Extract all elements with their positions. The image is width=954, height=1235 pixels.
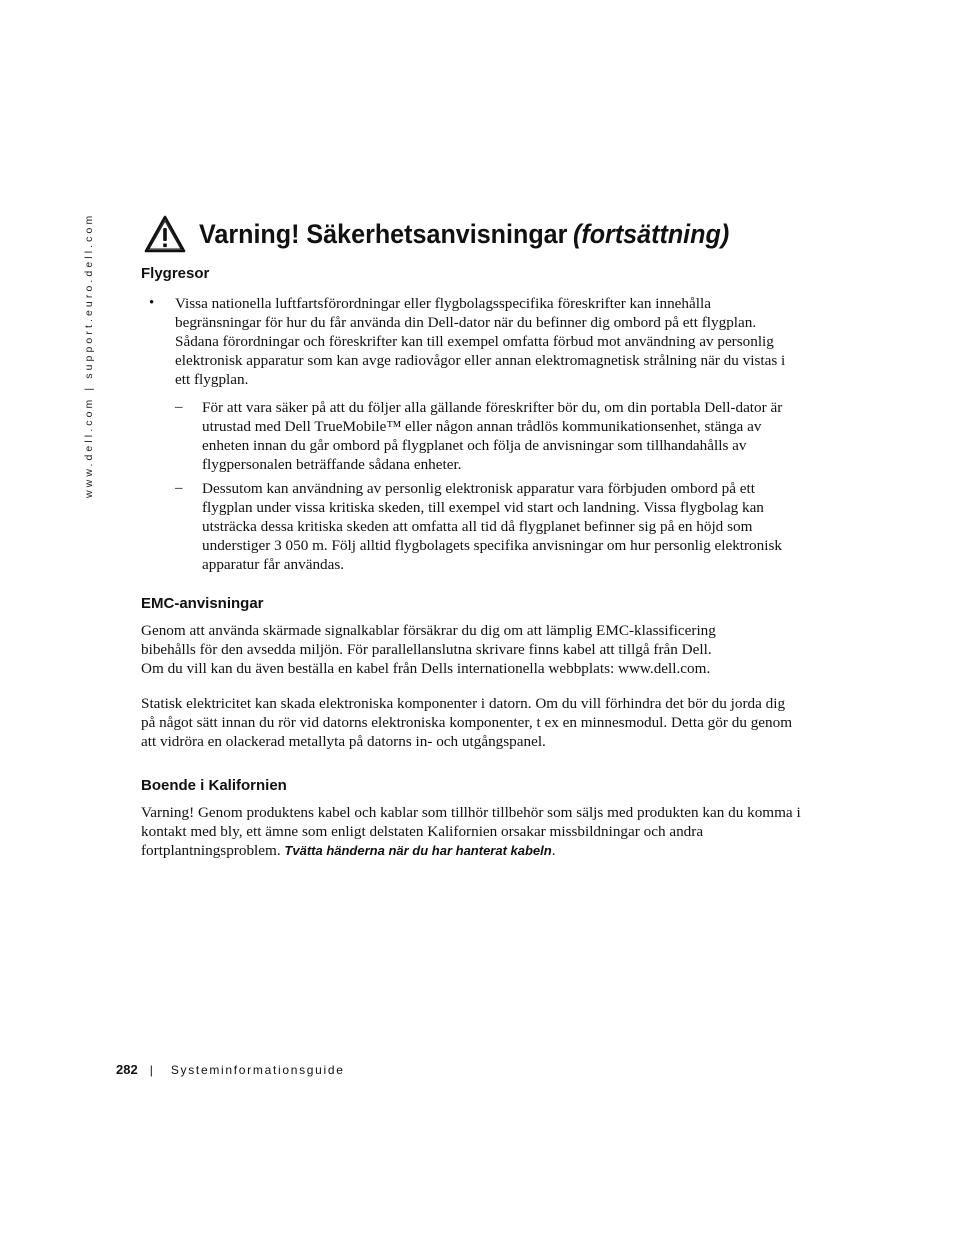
california-warning-label: Varning! bbox=[141, 804, 195, 821]
emc-paragraph-1-line2: Om du vill kan du även beställa en kabel från Dells internationella webbplats: bbox=[141, 660, 618, 677]
california-end: . bbox=[551, 842, 556, 859]
sub-item-1: För att vara säker på att du följer alla gällande föreskrifter bör du, om din portabla Dell-dator är utrustad med Dell TrueMobile™ eller någon annan trådlös kommunikationsenhet, stänga av enheten innan du går ombord på flygplanet och följa de anvisningar som tillhandahålls av flygpersonalen beträffande sådana enheter. bbox=[202, 399, 783, 473]
section-heading-california: Boende i Kalifornien bbox=[141, 777, 287, 794]
bullet-paragraph: Vissa nationella luftfartsförordningar eller flygbolagsspecifika föreskrifter kan innehålla begränsningar för hur du får använda din Dell-dator när du befinner dig ombord på ett flygplan. Sådana förordningar och föreskrifter kan till exempel omfatta förbud mot användning av personlig elektronisk apparatur som kan avge radiovågor eller annan elektromagnetisk strålning när du vistas i ett flygplan. bbox=[175, 295, 786, 388]
page-number: 282 bbox=[116, 1062, 138, 1077]
dell-website-link[interactable]: www.dell.com bbox=[618, 660, 707, 677]
dash-marker: – bbox=[175, 399, 183, 415]
footer-guide-title: Systeminformationsguide bbox=[170, 1063, 345, 1077]
sidebar-url bbox=[83, 212, 98, 498]
bullet-marker: • bbox=[149, 295, 155, 311]
warning-triangle-icon bbox=[143, 214, 187, 254]
sub-item-2: Dessutom kan användning av personlig elektronisk apparatur vara förbjuden ombord på ett flygplan under vissa kritiska skeden, till exempel vid start och landning. Vissa flygbolag kan utsträcka dessa kritiska skeden att omfatta all tid då flygplanet befinner sig på en höjd som understiger 3 050 m. Följ alltid flygbolagets specifika anvisningar om hur personlig elektronisk apparatur får användas. bbox=[202, 480, 782, 573]
sidebar-url-text: www.dell.com | support.euro.dell.com bbox=[83, 212, 95, 498]
california-emphasis: Tvätta händerna när du har hanterat kabeln bbox=[284, 843, 552, 858]
page-title-continued: (fortsättning) bbox=[572, 218, 730, 249]
emc-paragraph-1-text: Genom att använda skärmade signalkablar försäkrar du dig om att lämplig EMC-klassificering bibehålls för den avsedda miljön. För parallellanslutna skrivare finns kabel att tillgå från Dell. bbox=[141, 622, 716, 658]
california-paragraph bbox=[141, 803, 801, 860]
dash-marker: – bbox=[175, 480, 183, 496]
section-heading-flygresor: Flygresor bbox=[141, 265, 210, 282]
california-text: Genom produktens kabel och kablar som tillhör tillbehör som säljs med produkten kan du komma i kontakt med bly, ett ämne som enligt delstaten Kalifornien orsakar missbildningar och andra fortplantningsproblem. bbox=[141, 804, 801, 859]
section-heading-emc: EMC-anvisningar bbox=[141, 595, 264, 612]
page-title bbox=[199, 219, 729, 250]
footer-separator: | bbox=[149, 1063, 153, 1077]
emc-paragraph-1-end: . bbox=[706, 660, 711, 677]
page-footer bbox=[116, 1062, 345, 1077]
page-header bbox=[143, 214, 769, 254]
emc-paragraph-2: Statisk elektricitet kan skada elektroniska komponenter i datorn. Om du vill förhindra det bör du jorda dig på något sätt innan du rör vid datorns elektroniska komponenter, t ex en minnesmodul. Detta gör du genom att vidröra en olackerad metallyta på datorns in- och utgångspanel. bbox=[141, 695, 793, 750]
page-title-main: Varning! Säkerhetsanvisningar bbox=[199, 218, 568, 249]
emc-paragraph-1 bbox=[141, 621, 759, 678]
